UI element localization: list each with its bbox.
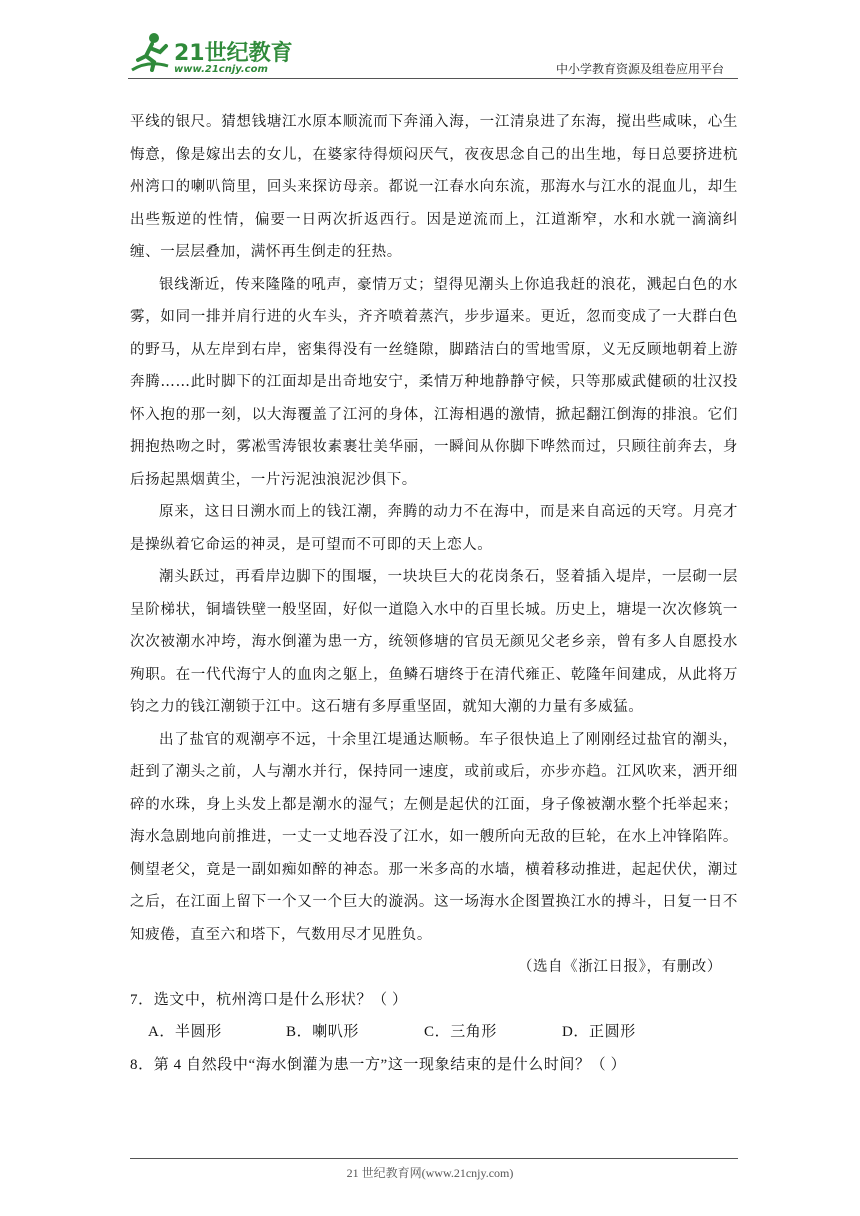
paragraph: 潮头跃过，再看岸边脚下的围堰，一块块巨大的花岗条石，竖着插入堤岸，一层砌一层呈阶梯状，铜墙铁壁一般坚固，好似一道隐入水中的百里长城。历史上，塘堤一次次修筑一次次被潮水冲垮，海水倒灌为患一方，统领修塘的官员无颜见父老乡亲，曾有多人自愿投水殉职。在一代代海宁人的血肉之躯上，鱼鳞石塘终于在清代雍正、乾隆年间建成，从此将万钧之力的钱江潮锁于江中。这石塘有多厚重坚固，就知大潮的力量有多威猛。 bbox=[130, 569, 738, 715]
question-7: 7．选文中，杭州湾口是什么形状？（ ） bbox=[130, 991, 408, 1008]
option-d: D．正圆形 bbox=[562, 1024, 636, 1040]
paragraph: 原来，这日日溯水而上的钱江潮，奔腾的动力不在海中，而是来自高远的天穹。月亮才是操纵着它命运的神灵，是可望而不可即的天上恋人。 bbox=[130, 504, 738, 553]
question-8: 8．第 4 自然段中“海水倒灌为患一方”这一现象结束的是什么时间？（ ） bbox=[130, 1056, 627, 1073]
page-header bbox=[128, 30, 738, 80]
question-7-options bbox=[130, 1016, 738, 1049]
platform-name: 中小学教育资源及组卷应用平台 bbox=[555, 62, 724, 76]
paragraph: 银线渐近，传来隆隆的吼声，豪情万丈；望得见潮头上你追我赶的浪花，溅起白色的水雾，如同一排并肩行进的火车头，齐齐喷着蒸汽，步步逼来。更近，忽而变成了一大群白色的野马，从左岸到右岸，密集得没有一丝缝隙，脚踏洁白的雪地雪原，义无反顾地朝着上游奔腾……此时脚下的江面却是出奇地安宁，柔情万种地静静守候，只等那威武健硕的壮汉投怀入抱的那一刻，以大海覆盖了江河的身体，江海相遇的激情，掀起翻江倒海的排浪。它们拥抱热吻之时，雾凇雪涛银妆素裹壮美华丽，一瞬间从你脚下哗然而过，只顾往前奔去，身后扬起黑烟黄尘，一片污泥浊浪泥沙俱下。 bbox=[130, 276, 738, 488]
logo bbox=[128, 30, 328, 78]
paragraph: 平线的银尺。猜想钱塘江水原本顺流而下奔涌入海，一江清泉进了东海，搅出些咸味，心生悔意，像是嫁出去的女儿，在婆家待得烦闷厌气，夜夜思念自己的出生地，每日总要挤进杭州湾口的喇叭筒里，回头来探访母亲。都说一江春水向东流，那海水与江水的混血儿，却生出些叛逆的性情，偏要一日两次折返西行。因是逆流而上，江道渐窄，水和水就一滴滴纠缠、一层层叠加，满怀再生倒走的狂热。 bbox=[130, 114, 738, 260]
runner-logo-icon bbox=[128, 30, 172, 76]
option-b: B．喇叭形 bbox=[286, 1024, 360, 1040]
logo-text: 21世纪教育 bbox=[174, 41, 293, 66]
footer-divider bbox=[130, 1158, 738, 1159]
article-body bbox=[130, 106, 738, 1081]
header-divider bbox=[128, 78, 738, 79]
paragraph: 出了盐官的观潮亭不远，十余里江堤通达顺畅。车子很快追上了刚刚经过盐官的潮头，赶到了潮头之前，人与潮水并行，保持同一速度，或前或后，亦步亦趋。江风吹来，洒开细碎的水珠，身上头发上都是潮水的湿气；左侧是起伏的江面，身子像被潮水整个托举起来；海水急剧地向前推进，一丈一丈地吞没了江水，如一艘所向无敌的巨轮，在水上冲锋陷阵。侧望老父，竟是一副如痴如醉的神态。那一米多高的水墙，横着移动推进，起起伏伏，潮过之后，在江面上留下一个又一个巨大的漩涡。这一场海水企图置换江水的搏斗，日复一日不知疲倦，直至六和塔下，气数用尽才见胜负。 bbox=[130, 731, 738, 943]
page-footer: 21 世纪教育网(www.21cnjy.com) bbox=[346, 1166, 514, 1180]
option-c: C．三角形 bbox=[424, 1024, 498, 1040]
option-a: A．半圆形 bbox=[148, 1024, 222, 1040]
logo-url: www.21cnjy.com bbox=[174, 64, 268, 75]
source-citation: （选自《浙江日报》，有删改） bbox=[517, 959, 722, 975]
